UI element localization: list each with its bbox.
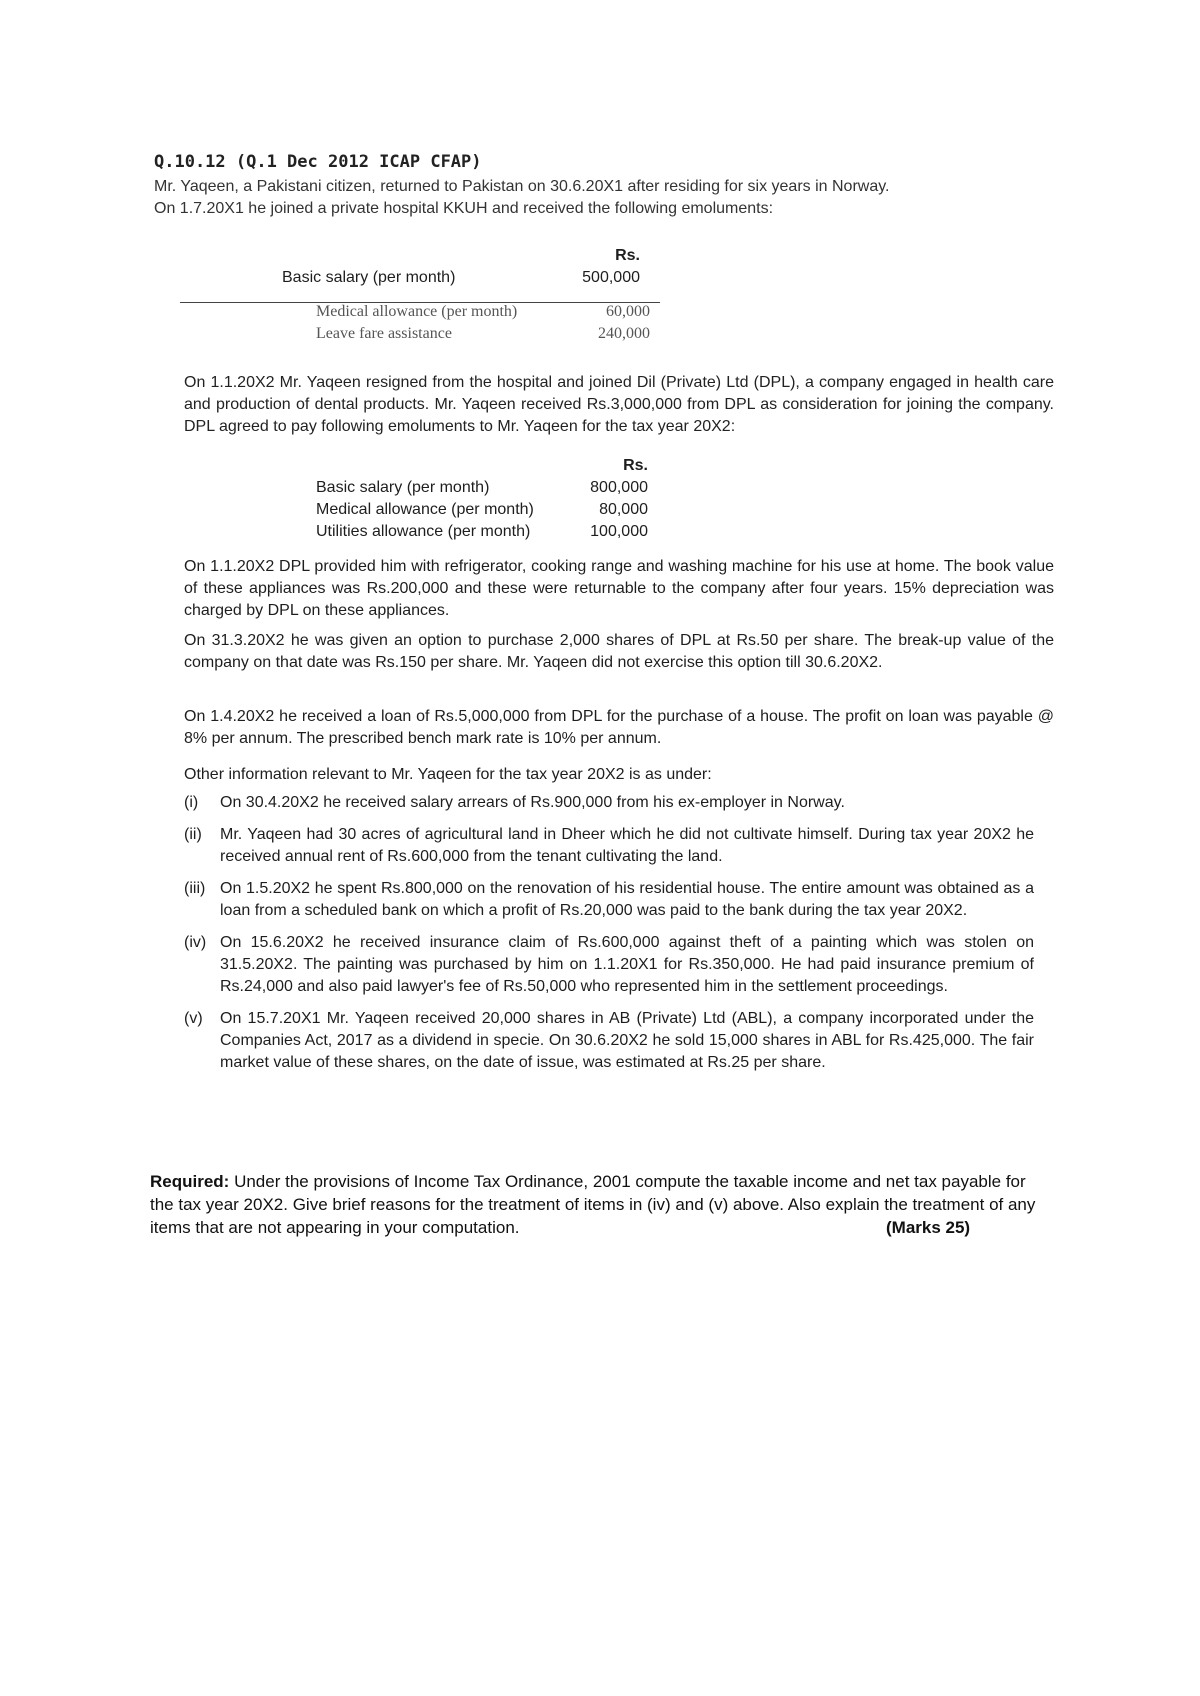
marks-label: (Marks 25) xyxy=(886,1218,971,1237)
table-row xyxy=(316,323,662,345)
emoluments-table-dpl xyxy=(316,455,656,543)
table-header-rs: Rs. xyxy=(615,247,640,264)
list-item xyxy=(184,792,1034,814)
row-value: 60,000 xyxy=(606,303,650,320)
required-label: Required: xyxy=(150,1172,230,1191)
other-info-list xyxy=(184,792,1034,1084)
row-label: Medical allowance (per month) xyxy=(316,501,534,518)
list-item xyxy=(184,932,1034,998)
item-text: Mr. Yaqeen had 30 acres of agricultural land in Dheer which he did not cultivate himself. During tax year 20X2 he received annual rent of Rs.600,000 from the tenant cultivating the land. xyxy=(220,826,1034,865)
table-row xyxy=(316,477,656,499)
item-number: (v) xyxy=(184,1010,203,1027)
table-row xyxy=(316,499,656,521)
item-number: (i) xyxy=(184,794,199,811)
row-label: Medical allowance (per month) xyxy=(316,303,518,320)
item-text: On 15.7.20X1 Mr. Yaqeen received 20,000 shares in AB (Private) Ltd (ABL), a company incorporated under the Companies Act, 2017 as a dividend in specie. On 30.6.20X2 he sold 15,000 shares in ABL for Rs.425,000. The fair market value of these shares, on the date of issue, was estimated at Rs.25 per share. xyxy=(220,1010,1034,1071)
table-row xyxy=(316,521,656,543)
list-item xyxy=(184,878,1034,922)
table-header-rs: Rs. xyxy=(623,457,648,474)
required-section xyxy=(150,1170,1050,1239)
intro-line-2: On 1.7.20X1 he joined a private hospital KKUH and received the following emoluments: xyxy=(154,200,774,217)
emoluments-table-kkuh-extra xyxy=(316,301,662,345)
intro xyxy=(154,176,1054,220)
item-text: On 15.6.20X2 he received insurance claim of Rs.600,000 against theft of a painting which was stolen on 31.5.20X2. The painting was purchased by him on 1.1.20X1 for Rs.350,000. He had paid insurance premium of Rs.24,000 and also paid lawyer's fee of Rs.50,000 who represented him in the settlement proceedings. xyxy=(220,934,1034,995)
intro-line-1: Mr. Yaqeen, a Pakistani citizen, returned to Pakistan on 30.6.20X1 after residing for six years in Norway. xyxy=(154,178,890,195)
paragraph-share-option: On 31.3.20X2 he was given an option to purchase 2,000 shares of DPL at Rs.50 per share. The break-up value of the company on that date was Rs.150 per share. Mr. Yaqeen did not exercise this option till 30.6.20X2. xyxy=(184,632,1054,671)
item-text: On 30.4.20X2 he received salary arrears of Rs.900,000 from his ex-employer in Norway. xyxy=(220,794,845,811)
item-number: (iii) xyxy=(184,880,206,897)
item-number: (ii) xyxy=(184,826,202,843)
row-value: 80,000 xyxy=(599,501,648,518)
paragraph-appliances: On 1.1.20X2 DPL provided him with refrigerator, cooking range and washing machine for his use at home. The book value of these appliances was Rs.200,000 and these were returnable to the company after four years. 15% depreciation was charged by DPL on these appliances. xyxy=(184,558,1054,619)
list-item xyxy=(184,1008,1034,1074)
row-value: 800,000 xyxy=(590,479,648,496)
emoluments-table-kkuh xyxy=(282,245,662,289)
row-label: Utilities allowance (per month) xyxy=(316,523,531,540)
table-row xyxy=(282,267,662,289)
row-label: Leave fare assistance xyxy=(316,325,452,342)
list-item xyxy=(184,824,1034,868)
paragraph-loan: On 1.4.20X2 he received a loan of Rs.5,000,000 from DPL for the purchase of a house. The profit on loan was payable @ 8% per annum. The prescribed bench mark rate is 10% per annum. xyxy=(184,708,1054,747)
paragraph-other-info: Other information relevant to Mr. Yaqeen for the tax year 20X2 is as under: xyxy=(184,766,712,783)
table-row xyxy=(316,301,662,323)
row-label: Basic salary (per month) xyxy=(316,479,490,496)
question-heading: Q.10.12 (Q.1 Dec 2012 ICAP CFAP) xyxy=(154,152,482,172)
item-text: On 1.5.20X2 he spent Rs.800,000 on the renovation of his residential house. The entire amount was obtained as a loan from a scheduled bank on which a profit of Rs.20,000 was paid to the bank during the tax year 20X2. xyxy=(220,880,1034,919)
row-label: Basic salary (per month) xyxy=(282,269,456,286)
row-value: 240,000 xyxy=(598,325,650,342)
required-text: Under the provisions of Income Tax Ordinance, 2001 compute the taxable income and net tax payable for the tax year 20X2. Give brief reasons for the treatment of items in (iv) and (v) above. Also explain the treatment of any items that are not appearing in your computation. xyxy=(150,1172,1036,1237)
row-value: 100,000 xyxy=(590,523,648,540)
row-value: 500,000 xyxy=(582,269,640,286)
item-number: (iv) xyxy=(184,934,207,951)
paragraph-dpl-joining: On 1.1.20X2 Mr. Yaqeen resigned from the hospital and joined Dil (Private) Ltd (DPL), a company engaged in health care and production of dental products. Mr. Yaqeen received Rs.3,000,000 from DPL as consideration for joining the company. DPL agreed to pay following emoluments to Mr. Yaqeen for the tax year 20X2: xyxy=(184,374,1054,435)
